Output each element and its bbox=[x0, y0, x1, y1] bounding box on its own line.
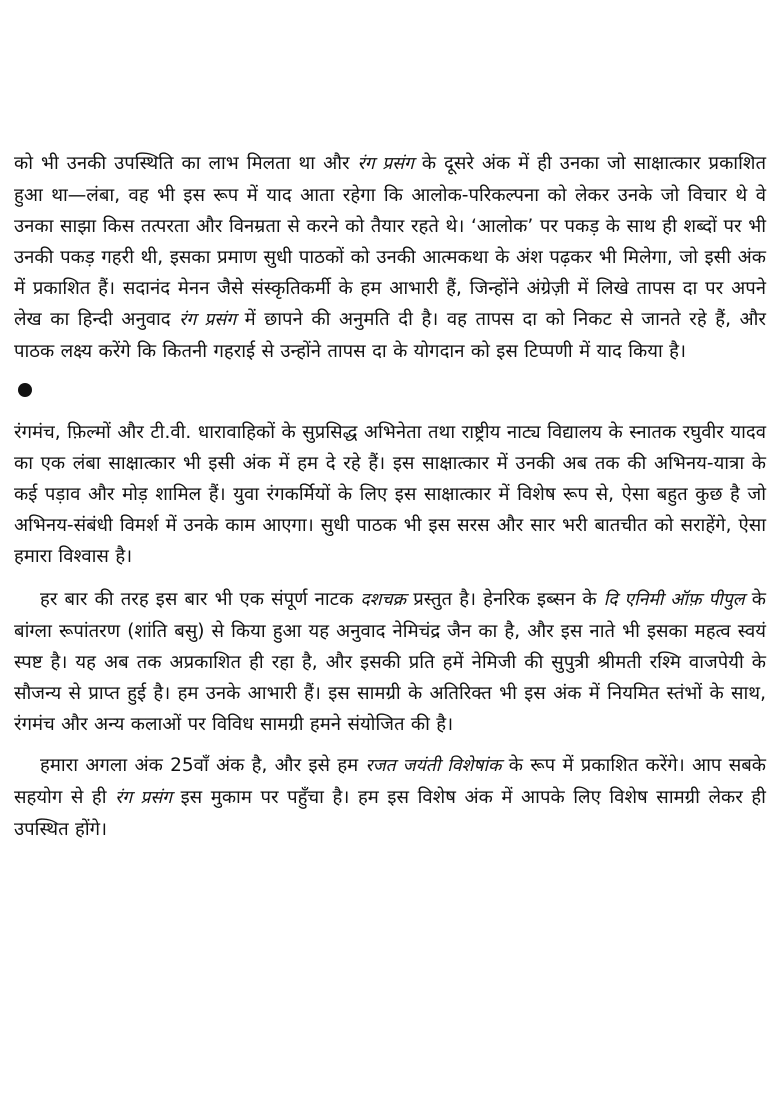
bullet-separator bbox=[18, 383, 32, 397]
play-title: दि एनिमी ऑफ़ पीपुल bbox=[603, 590, 745, 610]
play-title: दशचक्र bbox=[360, 590, 407, 610]
paragraph-dashchakra: हर बार की तरह इस बार भी एक संपूर्ण नाटक दशचक्र प्रस्तुत है। हेनरिक इब्सन के दि एनिमी ऑफ़ पीपुल के बांग्ला रूपांतरण (शांति बसु) से किया हुआ यह अनुवाद नेमिचंद्र जैन का है, और इस नाते भी इसका महत्व स्वयं स्पष्ट है। यह अब तक अप्रकाशित ही रहा है, और इसकी प्रति हमें नेमिजी की सुपुत्री श्रीमती रश्मि वाजपेयी के सौजन्य से प्राप्त हुई है। हम उनके आभारी हैं। इस सामग्री के अतिरिक्त भी इस अंक में नियमित स्तंभों के साथ, रंगमंच और अन्य कलाओं पर विविध सामग्री हमने संयोजित की है। bbox=[14, 589, 767, 735]
paragraph-tapas-da: को भी उनकी उपस्थिति का लाभ मिलता था और रंग प्रसंग के दूसरे अंक में ही उनका जो साक्षात्कार प्रकाशित हुआ था—लंबा, वह भी इस रूप में याद आता रहेगा कि आलोक-परिकल्पना को लेकर उनके जो विचार थे वे उनका साझा किस तत्परता और विनम्रता से करने को तैयार रहते थे। ‘आलोक’ पर पकड़ के साथ ही शब्दों पर भी उनकी पकड़ गहरी थी, इसका प्रमाण सुधी पाठकों को उनकी आत्मकथा के अंश पढ़कर भी मिलेगा, जो इसी अंक में प्रकाशित हैं। सदानंद मेनन जैसे संस्कृतिकर्मी के हम आभारी हैं, जिन्होंने अंग्रेज़ी में लिखे तापस दा पर अपने लेख का हिन्दी अनुवाद रंग प्रसंग में छापने की अनुमति दी है। वह तापस दा को निकट से जानते रहे हैं, और पाठक लक्ष्य करेंगे कि कितनी गहराई से उन्होंने तापस दा के योगदान को इस टिप्पणी में याद किया है। bbox=[14, 153, 767, 362]
journal-title: रंग प्रसंग bbox=[357, 154, 414, 174]
paragraph-raghuvir-yadav: रंगमंच, फ़िल्मों और टी.वी. धारावाहिकों के सुप्रसिद्ध अभिनेता तथा राष्ट्रीय नाट्य विद्यालय के स्नातक रघुवीर यादव का एक लंबा साक्षात्कार भी इसी अंक में हम दे रहे हैं। इस साक्षात्कार में उनकी अब तक की अभिनय-यात्रा के कई पड़ाव और मोड़ शामिल हैं। युवा रंगकर्मियों के लिए इस साक्षात्कार में विशेष रूप से, ऐसा बहुत कुछ है जो अभिनय-संबंधी विमर्श में उनके काम आएगा। सुधी पाठक भी इस सरस और सार भरी बातचीत को सराहेंगे, ऐसा हमारा विश्वास है। bbox=[14, 422, 766, 567]
journal-title: रंग प्रसंग bbox=[179, 310, 237, 330]
special-issue-title: रजत जयंती विशेषांक bbox=[365, 756, 502, 776]
journal-title: रंग प्रसंग bbox=[115, 788, 173, 808]
paragraph-next-issue: हमारा अगला अंक 25वाँ अंक है, और इसे हम रजत जयंती विशेषांक के रूप में प्रकाशित करेंगे। आप सबके सहयोग से ही रंग प्रसंग इस मुकाम पर पहुँचा है। हम इस विशेष अंक में आपके लिए विशेष सामग्री लेकर ही उपस्थित होंगे। bbox=[14, 755, 767, 840]
document-page bbox=[14, 148, 766, 845]
